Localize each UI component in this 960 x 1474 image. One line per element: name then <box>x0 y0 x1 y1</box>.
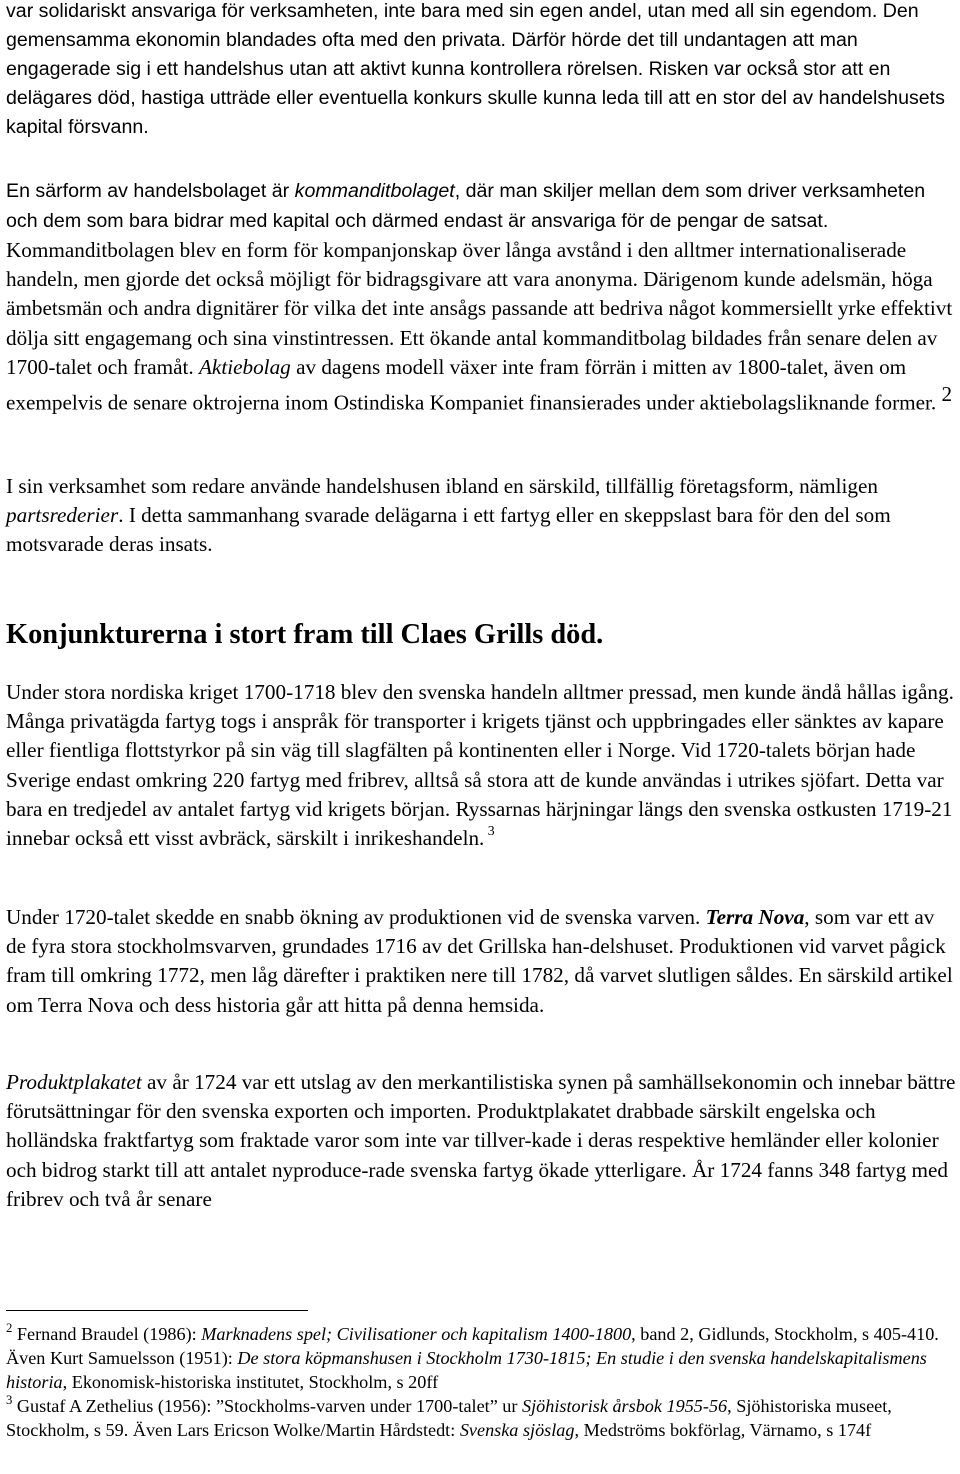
footnotes <box>6 1322 956 1442</box>
footnote-2 <box>6 1322 956 1394</box>
term-produktplakatet: Produktplakatet <box>6 1070 142 1094</box>
footnote-title: De stora köpmanshusen i Stockholm 1730-1815; En studie i den svenska handelskapitalismens historia <box>6 1348 927 1392</box>
paragraph-text: av år 1724 var ett utslag av den merkantilistiska synen på samhällsekonomin och innebar bättre förutsättningar för den svenska exporten och importen. Produktplakatet drabbade särskilt engelska och holländska fraktfartyg som fraktade varor som inte var tillver-kade i deras respektive hemländer eller kolonier och bidrog starkt till att antalet nyproduce-rade svenska fartyg ökade ytterligare. År 1724 fanns 348 fartyg med fribrev och två år senare <box>6 1070 956 1211</box>
footnote-divider <box>6 1310 308 1311</box>
paragraph-text-serif: Kommanditbolagen blev en form för kompanjonskap över långa avstånd i den alltmer internationaliserade handeln, men gjorde det också möjligt för bidragsgivare att vara anonyma. Därigenom kunde adelsmän, höga ämbetsmän och andra dignitärer för vilka det inte ansågs passande att bedriva något kommersiellt yrke effektivt dölja sitt engagemang och sina vinstintressen. Ett ökande antal kommanditbolag bildades från senare delen av 1700-talet och framåt. <box>6 238 953 379</box>
footnote-text: Gustaf A Zethelius (1956): ”Stockholms-varven under 1700-talet” ur <box>12 1396 523 1416</box>
paragraph-nordiska-kriget <box>6 678 956 853</box>
paragraph-varven <box>6 903 956 1020</box>
footnote-title: Svenska sjöslag <box>459 1420 575 1440</box>
footnote-ref-2: 2 <box>936 382 953 407</box>
term-kommanditbolaget: kommanditbolaget <box>294 180 455 202</box>
footnote-title: Sjöhistorisk årsbok 1955-56 <box>522 1396 728 1416</box>
paragraph-produktplakatet <box>6 1068 956 1214</box>
paragraph-text: I sin verksamhet som redare använde handelshusen ibland en särskild, tillfällig företagsform, nämligen <box>6 474 878 498</box>
paragraph-partsrederier <box>6 472 956 560</box>
footnote-text: , band 2, Gidlunds, Stockholm, s 405-410. Även Kurt Samuelsson (1951): <box>6 1324 939 1368</box>
paragraph-text-sans: En särform av handelsbolaget är <box>6 180 295 202</box>
footnote-text: , Medströms bokförlag, Värnamo, s 174f <box>574 1420 872 1440</box>
footnote-text: , Ekonomisk-historiska institutet, Stockholm, s 20ff <box>62 1372 439 1392</box>
paragraph-text: var solidariskt ansvariga för verksamheten, inte bara med sin egen andel, utan med all sin egendom. Den gemensamma ekonomin blandades ofta med den privata. Därför hörde det till undantagen att man engagerade sig i ett handelshus utan att aktivt kunna kontrollera rörelsen. Risken var också stor att en delägares död, hastiga utträde eller eventuella konkurs skulle kunna leda till att en stor del av handelshusets kapital försvann. <box>6 0 945 138</box>
footnote-text: Fernand Braudel (1986): <box>12 1324 202 1344</box>
term-terra-nova: Terra Nova <box>705 905 805 929</box>
footnote-3 <box>6 1394 956 1442</box>
paragraph-text: Under stora nordiska kriget 1700-1718 blev den svenska handeln alltmer pressad, men kunde ändå hållas igång. Många privatägda fartyg togs i anspråk för transporter i krigets tjänst och uppbringades eller sänktes av kapare eller fientliga flottstyrkor på sin väg till slagfälten på kontinenten eller i Norge. Vid 1720-talets början hade Sverige endast omkring 220 fartyg med fribrev, alltså så stora att de kunde användas i utrikes sjöfart. Detta var bara en tredjedel av antalet fartyg vid krigets början. Ryssarnas härjningar längs den svenska ostkusten 1719-21 innebar också ett visst avbräck, särskilt i inrikeshandeln. <box>6 680 954 851</box>
footnote-number: 2 <box>6 1320 13 1335</box>
term-partsrederier: partsrederier <box>6 503 119 528</box>
paragraph-text: , som var ett av de fyra stora stockholmsvarven, grundades 1716 av det Grillska han-delshuset. Produktionen vid varvet pågick fram till omkring 1772, men låg därefter i praktiken nere till 1782, då varvet slutligen såldes. En särskild artikel om Terra Nova och dess historia går att hitta på denna hemsida. <box>6 905 953 1017</box>
footnote-text: , Sjöhistoriska museet, Stockholm, s 59. Även Lars Ericson Wolke/Martin Hårdstedt: <box>6 1396 892 1440</box>
paragraph-kommanditbolag <box>6 177 956 418</box>
term-aktiebolag: Aktiebolag <box>198 354 291 379</box>
paragraph-text: Under 1720-talet skedde en snabb ökning av produktionen vid de svenska varven. <box>6 905 706 929</box>
footnote-ref-3: 3 <box>484 822 495 838</box>
footnote-number: 3 <box>6 1392 13 1407</box>
paragraph-text-serif: av dagens modell växer inte fram förrän i mitten av 1800-talet, även om exempelvis de senare oktrojerna inom Ostindiska Kompaniet finansierades under aktiebolagsliknande former. <box>6 354 937 415</box>
footnote-title: Marknadens spel; Civilisationer och kapitalism 1400-1800 <box>201 1324 632 1344</box>
paragraph-handelshus-risk <box>6 0 956 142</box>
section-heading: Konjunkturerna i stort fram till Claes Grills död. <box>6 619 604 650</box>
paragraph-text: . I detta sammanhang svarade delägarna i ett fartyg eller en skeppslast bara för den del som motsvarade deras insats. <box>6 503 891 557</box>
paragraph-text-sans: , där man skiljer mellan dem som driver verksamheten och dem som bara bidrar med kapital och därmed endast är ansvariga för de pengar de satsat. <box>6 180 926 232</box>
